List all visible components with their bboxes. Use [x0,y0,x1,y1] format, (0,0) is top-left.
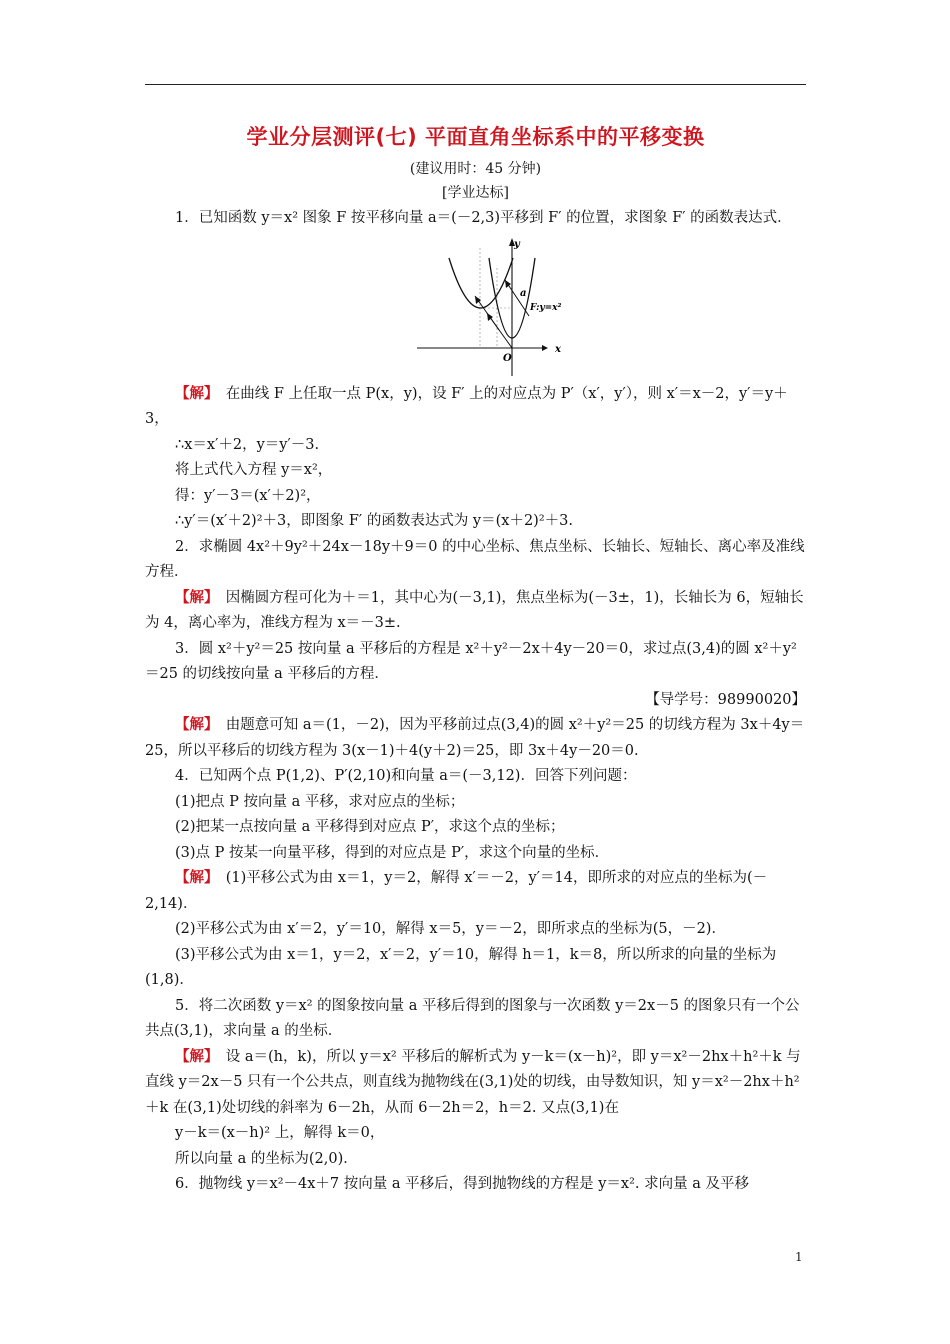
solution-1-line: 【解】 在曲线 F 上任取一点 P(x，y)，设 F′ 上的对应点为 P′（x′，y′），则 x′＝x－2，y′＝y＋3， [145,385,788,427]
solution-1-step: 将上式代入方程 y＝x²， [175,462,333,478]
question-4-part: (2)把某一点按向量 a 平移得到对应点 P′，求这个点的坐标； [175,819,565,835]
solution-4-part: (2)平移公式为由 x′＝2，y′＝10，解得 x＝5，y＝－2，即所求点的坐标为(5，－2)． [175,921,726,937]
curve-label: F:y=x² [530,302,562,313]
question-3: 3．圆 x²＋y²＝25 按向量 a 平移后的方程是 x²＋y²－2x＋4y－20＝0，求过点(3,4)的圆 x²＋y²＝25 的切线按向量 a 平移后的方程． [145,640,797,682]
parabola-f-prime [449,258,513,308]
solution-marker: 【解】 [175,717,212,733]
question-5: 5．将二次函数 y＝x² 的图象按向量 a 平移后得到的图象与一次函数 y＝2x－5 的图象只有一个公共点(3,1)，求向量 a 的坐标． [145,997,800,1039]
solution-marker: 【解】 [175,385,212,402]
solution-marker: 【解】 [175,870,212,886]
solution-1-step: 得：y′－3＝(x′＋2)²， [175,487,321,504]
vector-label: a [520,287,527,299]
question-6: 6．抛物线 y＝x²－4x＋7 按向量 a 平移后，得到抛物线的方程是 y＝x². 求向量 a 及平移 [175,1176,749,1192]
solution-5-step: 所以向量 a 的坐标为(2,0)． [175,1150,358,1167]
question-2: 2．求椭圆 4x²＋9y²＋24x－18y＋9＝0 的中心坐标、焦点坐标、长轴长、短轴长、离心率及准线方程． [145,538,805,580]
solution-marker: 【解】 [175,1048,212,1065]
top-rule [145,84,806,85]
question-4-part: (1)把点 P 按向量 a 平移，求对应点的坐标； [175,793,465,810]
parabola-figure [145,232,806,382]
solution-2: 【解】 因椭圆方程可化为＋＝1，其中心为(－3,1)，焦点坐标为(－3±，1)，长轴长为 6，短轴长为 4，离心率为，准线方程为 x＝－3±. [145,589,804,631]
section-tag: [学业达标] [442,185,509,201]
question-1: 1．已知函数 y＝x² 图象 F 按平移向量 a＝(－2,3)平移到 F′ 的位置，求图象 F′ 的函数表达式． [175,210,792,226]
solution-1-step: ∴y′＝(x′＋2)²＋3，即图象 F′ 的函数表达式为 y＝(x＋2)²＋3. [175,513,573,529]
solution-5-step: y－k＝(x－h)² 上，解得 k＝0， [175,1125,385,1141]
page-number: 1 [795,1250,803,1264]
document-body [145,206,806,1198]
time-suggestion: (建议用时：45 分钟) [409,161,542,177]
solution-5: 【解】 设 a＝(h，k)，所以 y＝x² 平移后的解析式为 y－k＝(x－h)²，即 y＝x²－2hx＋h²＋k 与直线 y＝2x－5 只有一个公共点，则直线为抛物线在(3,1)处的切线，由导数知识，知 y＝x²－2hx＋h²＋k 在(3,1)处切线的斜率为 6－2h，从而 6－2h＝2，h＝2. 又点(3,1)在 [145,1048,801,1116]
page-title: 学业分层测评(七) 平面直角坐标系中的平移变换 [246,125,705,149]
origin-label: O [503,352,512,364]
solution-1-step: ∴x＝x′＋2，y＝y′－3. [175,436,320,453]
question-4-part: (3)点 P 按某一向量平移，得到的对应点是 P′，求这个向量的坐标． [175,844,610,861]
solution-4-part: (3)平移公式为由 x＝1，y＝2，x′＝2，y′＝10，解得 h＝1，k＝8，所以所求的向量的坐标为(1,8)． [145,946,777,988]
figure-graph [417,238,567,378]
solution-4-part: 【解】 (1)平移公式为由 x＝1，y＝2，解得 x′＝－2，y′＝14，即所求的对应点的坐标为(－2,14)． [145,870,768,912]
question-4: 4．已知两个点 P(1,2)、P′(2,10)和向量 a＝(－3,12)．回答下列问题： [175,768,637,784]
guide-number: 【导学号：98990020】 [645,691,806,708]
solution-marker: 【解】 [175,589,212,606]
solution-3: 【解】 由题意可知 a＝(1，－2)，因为平移前过点(3,4)的圆 x²＋y²＝25 的切线方程为 3x＋4y＝25，所以平移后的切线方程为 3(x－1)＋4(y＋2)＝25，即 3x＋4y－20＝0. [145,717,805,759]
y-axis-label: y [514,238,520,250]
x-axis-label: x [555,343,561,355]
